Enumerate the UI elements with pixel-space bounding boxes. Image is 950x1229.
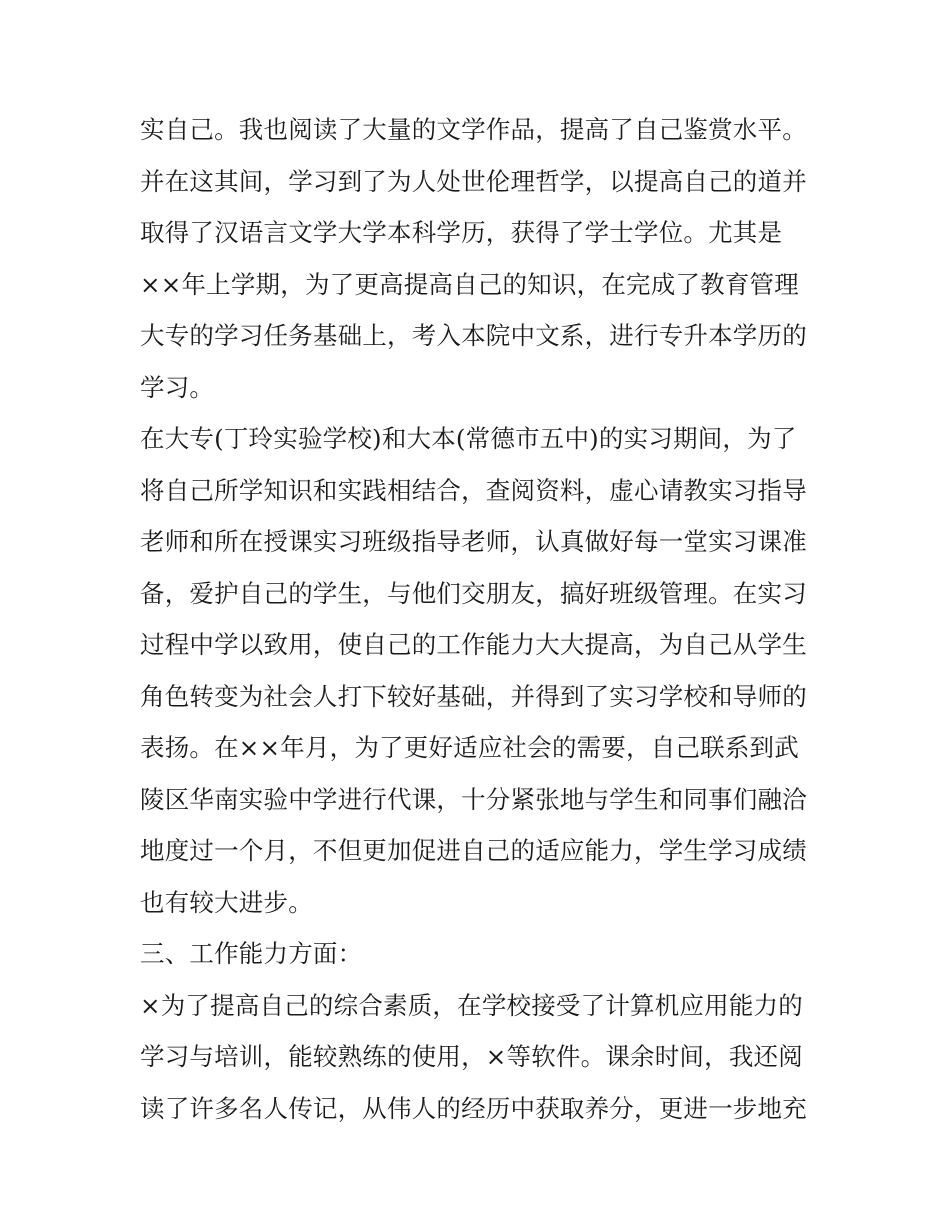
text-line: 老师和所在授课实习班级指导老师，认真做好每一堂实习课准: [140, 527, 807, 556]
body-text: [140, 104, 820, 1134]
text-line: ×为了提高自己的综合素质，在学校接受了计算机应用能力的: [140, 990, 803, 1020]
text-line: 大专的学习任务基础上，考入本院中文系，进行专升本学历的: [140, 321, 807, 350]
text-line: 将自己所学知识和实践相结合，查阅资料，虚心请教实习指导: [140, 475, 807, 505]
text-line: 备，爱护自己的学生，与他们交朋友，搞好班级管理。在实习: [140, 578, 807, 608]
text-line: 也有较大进步。: [140, 887, 313, 917]
text-line: 表扬。在××年月，为了更好适应社会的需要，自己联系到武: [140, 733, 799, 762]
text-line: 学习与培训，能较熟练的使用，×等软件。课余时间，我还阅: [140, 1042, 803, 1071]
text-line: 读了许多名人传记，从伟人的经历中获取养分，更进一步地充: [140, 1093, 807, 1123]
section-heading: 三、工作能力方面：: [140, 939, 363, 968]
text-line: 实自己。我也阅读了大量的文学作品，提高了自己鉴赏水平。: [140, 115, 807, 144]
text-line: ××年上学期，为了更高提高自己的知识，在完成了教育管理: [140, 269, 799, 299]
text-line: 学习。: [140, 372, 215, 402]
text-line: 陵区华南实验中学进行代课，十分紧张地与学生和同事们融洽: [140, 784, 807, 814]
text-line: 并在这其间，学习到了为人处世伦理哲学，以提高自己的道并: [140, 166, 807, 196]
text-line: 在大专(丁玲实验学校)和大本(常德市五中)的实习期间，为了: [140, 424, 797, 453]
text-line: 角色转变为社会人打下较好基础，并得到了实习学校和导师的: [140, 681, 807, 711]
text-line: 过程中学以致用，使自己的工作能力大大提高，为自己从学生: [140, 630, 807, 659]
text-line: 地度过一个月，不但更加促进自己的适应能力，学生学习成绩: [140, 836, 807, 865]
text-line: 取得了汉语言文学大学本科学历，获得了学士学位。尤其是: [140, 218, 783, 247]
